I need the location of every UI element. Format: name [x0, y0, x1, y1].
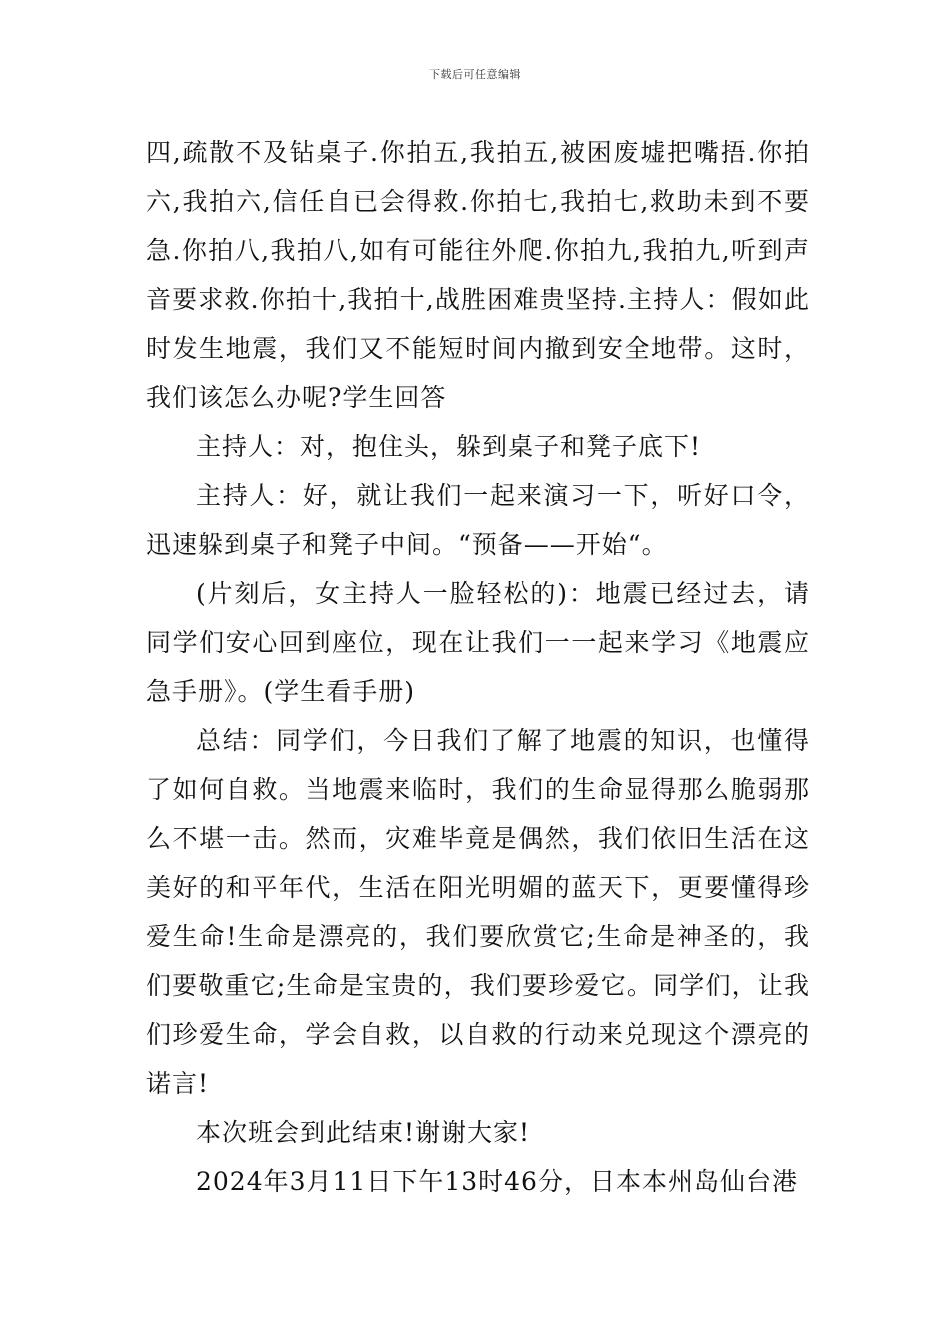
paragraph-summary: 总结：同学们，今日我们了解了地震的知识，也懂得了如何自救。当地震来临时，我们的生命显得那么脆弱那么不堪一击。然而，灾难毕竟是偶然，我们依旧生活在这美好的和平年代，生活在阳光明媚的蓝天下，更要懂得珍爱生命!生命是漂亮的，我们要欣赏它;生命是神圣的，我们要敬重它;生命是宝贵的，我们要珍爱它。同学们，让我们珍爱生命，学会自救，以自救的行动来兑现这个漂亮的诺言!: [146, 726, 810, 1098]
paragraph-clapping-rhyme: 四,疏散不及钻桌子.你拍五,我拍五,被困废墟把嘴捂.你拍六,我拍六,信任自已会得救.你拍七,我拍七,救助未到不要急.你拍八,我拍八,如有可能往外爬.你拍九,我拍九,听到声音要求救.你拍十,我拍十,战胜困难贵坚持.主持人：假如此时发生地震，我们又不能短时间内撤到安全地带。这时，我们该怎么办呢?学生回答: [146, 138, 810, 412]
paragraph-host-answer: 主持人：对，抱住头，躲到桌子和凳子底下!: [196, 432, 702, 461]
document-body: [146, 128, 810, 1206]
paragraph-after-drill: (片刻后，女主持人一脸轻松的)：地震已经过去，请同学们安心回到座位，现在让我们一一起来学习《地震应急手册》。(学生看手册): [146, 579, 810, 706]
paragraph-host-drill: 主持人：好，就让我们一起来演习一下，听好口令，迅速躲到桌子和凳子中间。“预备——开始“。: [146, 481, 810, 559]
paragraph-date: 2024年3月11日下午13时46分，日本本州岛仙台港: [196, 1167, 798, 1196]
page-header: 下载后可任意编辑: [429, 68, 521, 81]
paragraph-closing: 本次班会到此结束!谢谢大家!: [196, 1118, 531, 1147]
